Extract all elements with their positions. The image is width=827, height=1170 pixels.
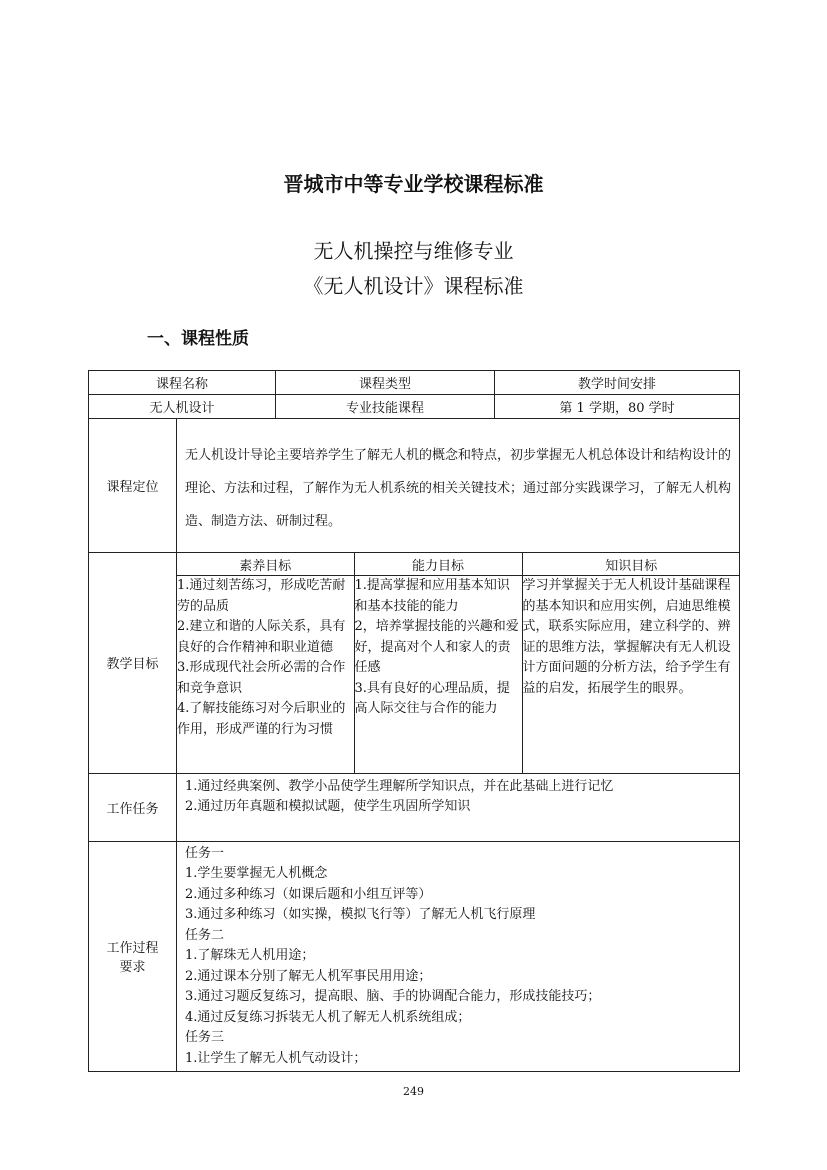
positioning-row [89,419,740,553]
task-item: 1.通过经典案例、教学小品使学生理解所学知识点，并在此基础上进行记忆 [185,778,614,794]
tasks-text [177,773,740,841]
tasks-label: 工作任务 [89,773,177,841]
section-heading: 一、课程性质 [147,329,249,349]
goal-header-literacy: 素养目标 [177,553,354,576]
literacy-goal-item: 2.建立和谐的人际关系，具有良好的合作精神和职业道德 [177,619,346,655]
positioning-label: 课程定位 [89,419,177,553]
task-item: 2.通过历年真题和模拟试题，使学生巩固所学知识 [185,799,471,814]
header-row [89,371,740,395]
major-title: 无人机操控与维修专业 [313,239,514,263]
goals-row [89,553,740,774]
info-row [89,395,740,419]
process-line: 1.让学生了解无人机气动设计； [185,1050,367,1066]
tasks-row [89,773,740,841]
process-line: 任务二 [185,927,225,943]
ability-goal-item: 2，培养掌握技能的兴趣和爱好，提高对个人和家人的责任感 [354,619,519,675]
process-line: 2.通过课本分别了解无人机军事民用用途； [185,968,432,984]
ability-goal-item: 3.具有良好的心理品质，提高人际交往与合作的能力 [354,680,510,716]
process-line: 3.通过习题反复练习，提高眼、脑、手的协调配合能力，形成技能技巧； [185,989,601,1004]
ability-goals [354,576,522,773]
process-line: 任务三 [185,1030,225,1045]
process-label [89,841,177,1072]
literacy-goal-item: 4.了解技能练习对今后职业的作用，形成严谨的行为习惯 [177,701,346,737]
course-name-value: 无人机设计 [89,395,276,419]
course-title: 《无人机设计》课程标准 [303,274,524,298]
knowledge-goals: 学习并掌握关于无人机设计基础课程的基本知识和应用实例，启迪思维模式，联系实际应用，建立科学的、辨证的思维方法，掌握解决有无人机设计方面问题的分析方法，给予学生有益的启发，拓展学生的眼界。 [522,576,740,773]
positioning-text: 无人机设计导论主要培养学生了解无人机的概念和特点，初步掌握无人机总体设计和结构设计的理论、方法和过程，了解作为无人机系统的相关关键技术；通过部分实践课学习，了解无人机构造、制造方法、研制过程。 [177,419,740,553]
process-line: 1.学生要掌握无人机概念 [185,866,328,881]
header-course-type: 课程类型 [276,371,495,395]
header-course-name: 课程名称 [89,371,276,395]
ability-goal-item: 1.提高掌握和应用基本知识和基本技能的能力 [354,578,510,614]
course-type-value: 专业技能课程 [276,395,495,419]
goal-header-knowledge: 知识目标 [522,553,740,576]
schedule-value: 第 1 学期，80 学时 [495,395,740,419]
process-line: 3.通过多种练习（如实操，模拟飞行等）了解无人机飞行原理 [185,907,536,922]
school-title: 晋城市中等专业学校课程标准 [283,172,544,196]
page-number: 249 [403,1085,424,1098]
process-line: 任务一 [185,845,225,861]
literacy-goals [177,576,354,773]
goals-label: 教学目标 [89,553,177,774]
course-standard-table [88,370,740,1072]
process-label-line: 要求 [119,960,146,976]
literacy-goal-item: 1.通过刻苦练习，形成吃苦耐劳的品质 [177,578,346,614]
process-row [89,841,740,1072]
process-line: 4.通过反复练习拆装无人机了解无人机系统组成； [185,1009,471,1025]
process-line: 2.通过多种练习（如课后题和小组互评等） [185,886,432,902]
process-text [177,841,740,1072]
goal-header-ability: 能力目标 [354,553,522,576]
process-label-line: 工作过程 [106,941,159,957]
goals-inner-table [177,553,740,773]
process-line: 1.了解珠无人机用途； [185,948,315,963]
literacy-goal-item: 3.形成现代社会所必需的合作和竞争意识 [177,660,346,696]
header-schedule: 教学时间安排 [495,371,740,395]
